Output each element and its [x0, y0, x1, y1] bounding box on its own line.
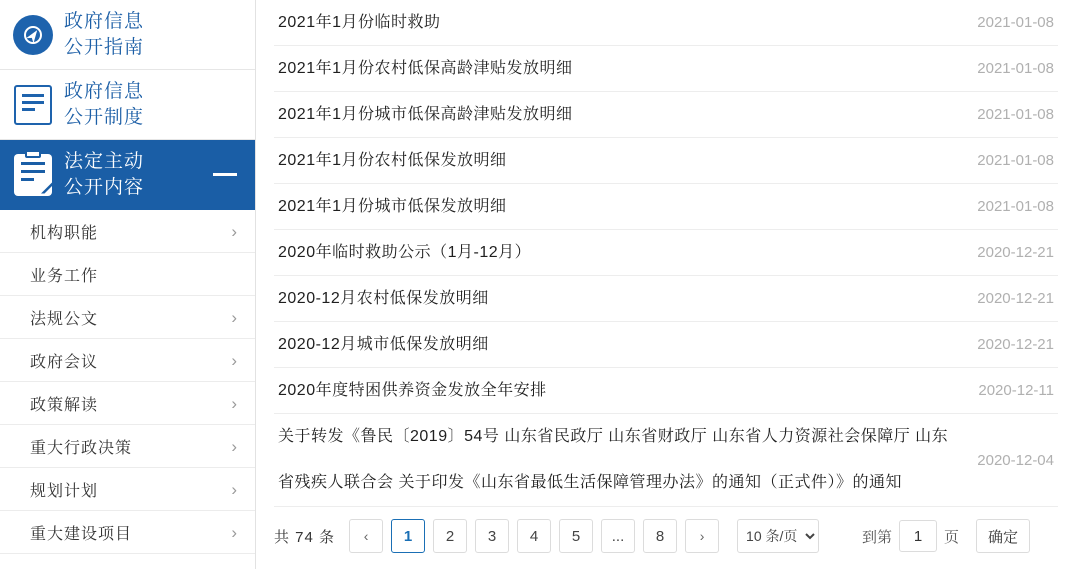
sidebar-item-zhongdaxingzhengjuece[interactable]: [0, 425, 255, 468]
chevron-right-icon: ›: [231, 522, 237, 542]
page-button-4[interactable]: 4: [517, 519, 551, 553]
goto-prefix-label: 到第: [862, 528, 893, 546]
list-item-title[interactable]: 2021年1月份临时救助: [278, 13, 441, 31]
sidebar-item-label: 规划计划: [30, 482, 99, 500]
sidebar-item-faguigongwen[interactable]: [0, 296, 255, 339]
sidebar-item-label: 机构职能: [30, 224, 99, 242]
compass-icon: [10, 12, 56, 58]
pagination: [274, 519, 1058, 553]
sidebar-card-system[interactable]: [0, 70, 255, 140]
list-item[interactable]: [274, 276, 1058, 322]
sidebar-card-guide-title: [64, 9, 144, 61]
news-list: [274, 0, 1058, 507]
prev-page-button[interactable]: ‹: [349, 519, 383, 553]
list-item[interactable]: [274, 322, 1058, 368]
list-item-date: 2021-01-08: [977, 14, 1054, 31]
list-item-date: 2021-01-08: [977, 198, 1054, 215]
sidebar: [0, 0, 256, 569]
sidebar-item-label: 政府会议: [30, 353, 99, 371]
list-item-title[interactable]: 2021年1月份城市低保发放明细: [278, 197, 507, 215]
sidebar-item-jigouzhineng[interactable]: [0, 210, 255, 253]
sidebar-item-label: 重大建设项目: [30, 525, 133, 543]
list-item-date: 2020-12-04: [977, 451, 1054, 469]
chevron-right-icon: ›: [231, 479, 237, 499]
page-button-8[interactable]: 8: [643, 519, 677, 553]
list-item[interactable]: [274, 368, 1058, 414]
list-item-title[interactable]: 2020年临时救助公示（1月-12月）: [278, 243, 532, 261]
sidebar-item-yewugongzuo[interactable]: [0, 253, 255, 296]
page-button-1[interactable]: 1: [391, 519, 425, 553]
list-item-date: 2020-12-11: [978, 382, 1054, 399]
next-page-button[interactable]: ›: [685, 519, 719, 553]
list-item-title[interactable]: 2020年度特困供养资金发放全年安排: [278, 381, 547, 399]
list-item-date: 2020-12-21: [977, 290, 1054, 307]
sidebar-card-statutory-title: [64, 149, 144, 201]
page-size-select[interactable]: [737, 519, 819, 553]
sidebar-item-zhengcejiedu[interactable]: [0, 382, 255, 425]
chevron-right-icon: ›: [231, 350, 237, 370]
page-ellipsis-button[interactable]: ...: [601, 519, 635, 553]
sidebar-item-label: 重大行政决策: [30, 439, 133, 457]
page-button-5[interactable]: 5: [559, 519, 593, 553]
list-item[interactable]: [274, 414, 1058, 507]
list-item-date: 2021-01-08: [977, 106, 1054, 123]
sidebar-card-statutory-line1: 法定主动: [64, 150, 145, 172]
list-item[interactable]: [274, 46, 1058, 92]
sidebar-card-guide-line1: 政府信息: [64, 10, 145, 32]
goto-page-input[interactable]: [899, 520, 937, 552]
list-item-date: 2021-01-08: [977, 60, 1054, 77]
sidebar-card-statutory[interactable]: [0, 140, 255, 210]
chevron-right-icon: ›: [231, 221, 237, 241]
total-count-label: 共 74 条: [274, 528, 336, 546]
main-content: [256, 0, 1076, 569]
page-button-2[interactable]: 2: [433, 519, 467, 553]
list-item[interactable]: [274, 230, 1058, 276]
list-item-title[interactable]: 2020-12月农村低保发放明细: [278, 289, 489, 307]
sidebar-card-statutory-line2: 公开内容: [64, 176, 145, 198]
chevron-right-icon: ›: [231, 436, 237, 456]
sidebar-sub-list: [0, 210, 255, 554]
list-item-title[interactable]: 2021年1月份城市低保高龄津贴发放明细: [278, 105, 573, 123]
sidebar-card-guide-line2: 公开指南: [64, 36, 145, 58]
list-item-date: 2020-12-21: [977, 336, 1054, 353]
sidebar-item-label: 法规公文: [30, 310, 99, 328]
list-item-title[interactable]: 关于转发《鲁民〔2019〕54号 山东省民政厅 山东省财政厅 山东省人力资源社会保障厅 山东省残疾人联合会 关于印发《山东省最低生活保障管理办法》的通知（正式件）》的通知: [278, 428, 949, 491]
confirm-button[interactable]: 确定: [976, 519, 1030, 553]
list-item-title[interactable]: 2020-12月城市低保发放明细: [278, 335, 489, 353]
list-item-date: 2021-01-08: [977, 152, 1054, 169]
list-item[interactable]: [274, 138, 1058, 184]
sidebar-item-zhongdajianshexiangmu[interactable]: [0, 511, 255, 554]
list-item-title[interactable]: 2021年1月份农村低保高龄津贴发放明细: [278, 59, 573, 77]
page-button-3[interactable]: 3: [475, 519, 509, 553]
list-item-date: 2020-12-21: [977, 244, 1054, 261]
document-icon: [10, 82, 56, 128]
collapse-minus-icon[interactable]: [213, 173, 237, 176]
chevron-right-icon: ›: [231, 393, 237, 413]
sidebar-card-system-line2: 公开制度: [64, 106, 145, 128]
sidebar-item-zhengfuhuiyi[interactable]: [0, 339, 255, 382]
list-item[interactable]: [274, 92, 1058, 138]
sidebar-card-system-title: [64, 79, 144, 131]
sidebar-item-label: 业务工作: [30, 267, 99, 285]
list-item[interactable]: [274, 184, 1058, 230]
sidebar-card-guide[interactable]: [0, 0, 255, 70]
goto-page-group: [855, 519, 1030, 553]
sidebar-item-label: 政策解读: [30, 396, 99, 414]
chevron-right-icon: ›: [231, 307, 237, 327]
sidebar-card-system-line1: 政府信息: [64, 80, 145, 102]
list-item-title[interactable]: 2021年1月份农村低保发放明细: [278, 151, 507, 169]
goto-suffix-label: 页: [944, 528, 960, 546]
clipboard-pencil-icon: [10, 152, 56, 198]
sidebar-item-guihuajihua[interactable]: [0, 468, 255, 511]
list-item[interactable]: [274, 0, 1058, 46]
